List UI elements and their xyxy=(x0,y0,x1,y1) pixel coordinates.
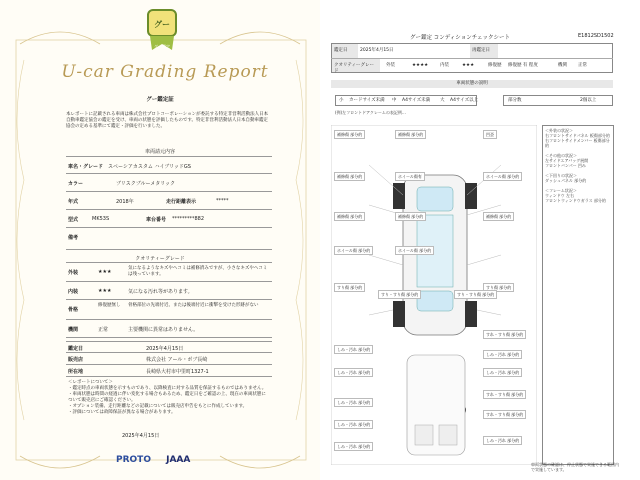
footer-logos xyxy=(116,455,190,465)
sheet-id: E1812SD1502 xyxy=(578,33,614,39)
quality-interior: 内装 ★★★ 気になる汚れ等があります。 xyxy=(66,282,272,300)
row-year: 年式 2018年 走行距離表示 ***** xyxy=(66,192,272,210)
row-date: 鑑定日 2025年4月15日 xyxy=(66,341,272,353)
quality-frame: 骨格 修復歴無し 骨格部位の先端付近、または後端付近に衝撃を受けた形跡がない xyxy=(66,300,272,320)
row-remarks: 備考 xyxy=(66,228,272,250)
legend-note: (例)左フロントドアクレームの表記例… xyxy=(335,110,406,115)
intro-text: 本レポートに記載される車両は株式会社プロトコーポレーションが委託する特定非営利活動法人日本自動車鑑定協会の鑑定を受け、車両の状態を評価したものです。特定非営利活動法人日本自動車鑑定協会の定める基準にて鑑定・評価を行いました。 xyxy=(66,112,269,129)
row-color: カラー ブリスクブルーメタリック xyxy=(66,174,272,192)
row-model: 型式 MK53S 車台番号 *********882 xyxy=(66,210,272,228)
proto-logo: PROTO xyxy=(116,455,151,465)
footer-date: 2025年4月15日 xyxy=(122,433,160,439)
jaaa-logo: JAAA xyxy=(166,455,191,465)
state-title: 車両状態の説明 xyxy=(331,80,613,88)
notes-block: ＜レポートについて＞ ・鑑定時点の車両状態を示すものであり、以降検査に対する品質を保証するものではありません。 ・車両状態は時間の経過に伴い変化する場合もあるため、鑑定日をご確認の上、現在の車両状態について販売店にご確認ください。 ・オプション装備、走行距離などの記載については販売店申告をもとに作成しています。 ・評価については故障保証が異なる場合があります。 xyxy=(68,380,267,415)
script-title: U-car Grading Report xyxy=(61,62,269,82)
sheet-footer: 車両状態の確認は、停止状態で実施できる範囲内で実施しています。 xyxy=(531,462,619,472)
svg-text:グー: グー xyxy=(154,20,170,29)
goo-badge-icon xyxy=(146,8,178,54)
sheet-title: グー鑑定 コンディションチェックシート xyxy=(410,35,511,41)
svg-text:グー鑑定: グー鑑定 xyxy=(154,44,170,49)
quality-exterior: 外装 ★★★ 気になるようなキズやヘコミは補修済みですが、小さなキズやヘコミは残っています。 xyxy=(66,262,272,282)
row-name: 車名・グレード スペーシアカスタム ハイブリッドGS xyxy=(66,156,272,174)
section-title: グー鑑定証 xyxy=(146,97,174,103)
row-address: 所在地 長崎県大村市中里町1327-1 xyxy=(66,365,272,377)
quality-title: クオリティーグレード xyxy=(135,256,185,262)
vehicle-section-title: 車両請元内容 xyxy=(144,149,175,155)
row-shop: 販売店 株式会社 アール・ボブ長崎 xyxy=(66,353,272,365)
quality-engine: 機関 正常 主要機関に異常はありません。 xyxy=(66,320,272,338)
